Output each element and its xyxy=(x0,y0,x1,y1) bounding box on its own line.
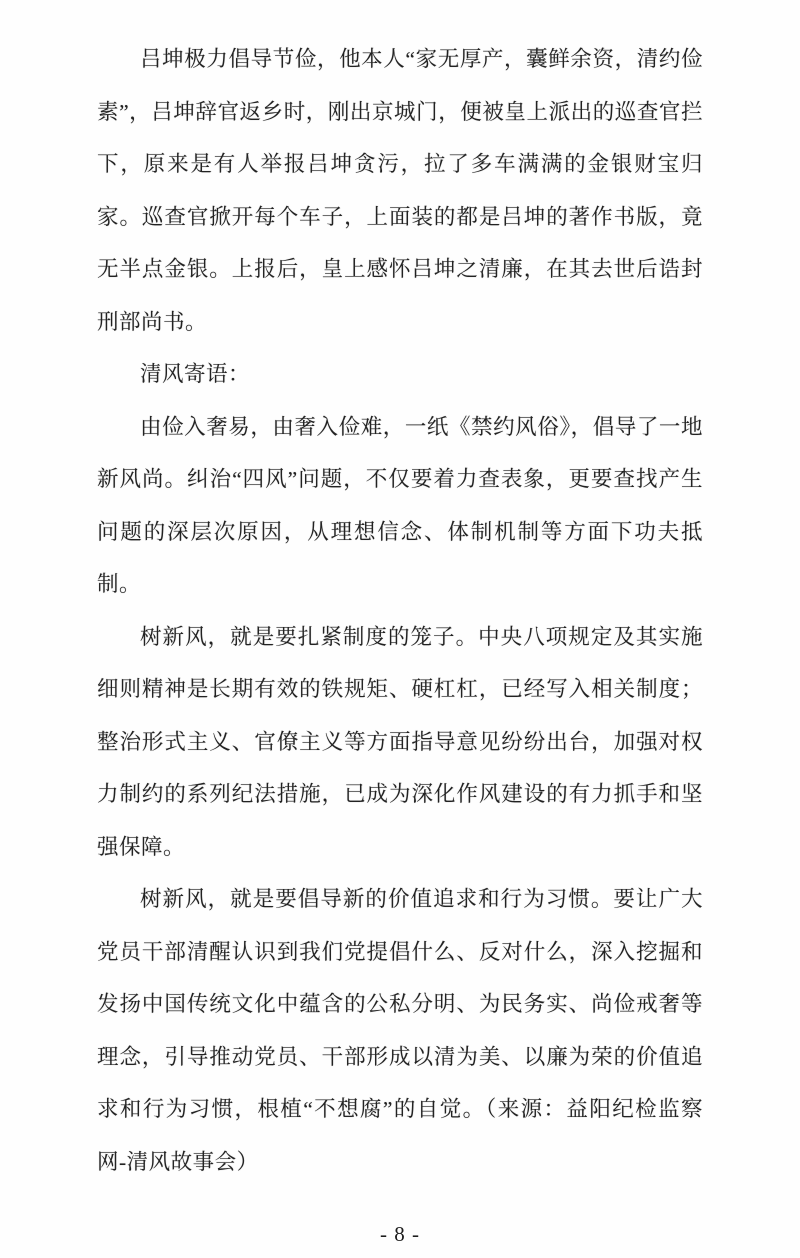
paragraph-qingfeng-message-2: 树新风，就是要扎紧制度的笼子。中央八项规定及其实施细则精神是长期有效的铁规矩、硬杠杠，已经写入相关制度；整治形式主义、官僚主义等方面指导意见纷纷出台，加强对权力制约的系列纪法措施，已成为深化作风建设的有力抓手和坚强保障。 xyxy=(97,624,703,859)
paragraph-qingfeng-message-3: 树新风，就是要倡导新的价值追求和行为习惯。要让广大党员干部清醒认识到我们党提倡什么、反对什么，深入挖掘和发扬中国传统文化中蕴含的公私分明、为民务实、尚俭戒奢等理念，引导推动党员、干部形成以清为美、以廉为荣的价值追求和行为习惯，根植“不想腐”的自觉。（来源：益阳纪检监察网-清风故事会） xyxy=(97,887,703,1174)
paragraph-qingfeng-heading: 清风寄语： xyxy=(140,362,251,386)
paragraph-qingfeng-message-1: 由俭入奢易，由奢入俭难，一纸《禁约风俗》，倡导了一地新风尚。纠治“四风”问题，不仅要着力查表象，更要查找产生问题的深层次原因，从理想信念、体制机制等方面下功夫抵制。 xyxy=(97,414,703,596)
paragraph-lukun-story: 吕坤极力倡导节俭，他本人“家无厚产，囊鲜余资，清约俭素”，吕坤辞官返乡时，刚出京城门，便被皇上派出的巡查官拦下，原来是有人举报吕坤贪污，拉了多车满满的金银财宝归家。巡查官掀开每个车子，上面装的都是吕坤的著作书版，竟无半点金银。上报后，皇上感怀吕坤之清廉，在其去世后诰封刑部尚书。 xyxy=(97,47,703,334)
page-number: - 8 - xyxy=(380,1222,420,1246)
document-body xyxy=(97,33,703,1188)
page-footer xyxy=(0,1222,800,1247)
